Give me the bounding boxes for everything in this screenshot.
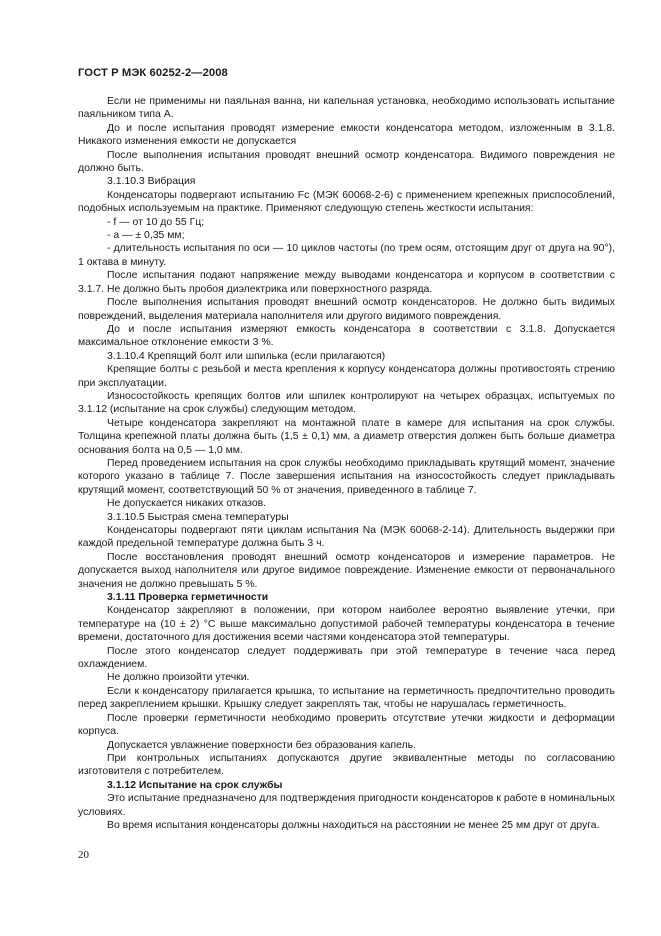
document-header: ГОСТ Р МЭК 60252-2—2008 <box>78 67 228 79</box>
paragraph: Конденсатор закрепляют в положении, при котором наиболее вероятно выявление утечки, при температуре на (10 ± 2) °С выше максимально допустимой рабочей температуры конденсатора в течение времени, достаточного для достижения всеми частями конденсатора этой температуры. <box>78 605 615 644</box>
paragraph: До и после испытания проводят измерение емкости конденсатора методом, изложенным в 3.1.8. Никакого изменения емкости не допускается <box>78 122 615 148</box>
paragraph: После выполнения испытания проводят внешний осмотр конденсатора. Видимого повреждения не должно быть. <box>78 149 615 175</box>
page-number: 20 <box>78 849 89 861</box>
paragraph: Не допускается никаких отказов. <box>107 498 267 510</box>
paragraph: Допускается увлажнение поверхности без образования капель. <box>107 739 417 751</box>
paragraph: После проверки герметичности необходимо проверить отсутствие утечки жидкости и деформации корпуса. <box>78 712 615 738</box>
paragraph: После восстановления проводят внешний осмотр конденсаторов и измерение параметров. Не допускается выход наполнителя или другое видимое повреждение. Изменение емкости от первоначального значения не должно превышать 5 %. <box>78 551 615 590</box>
paragraph: Не должно произойти утечки. <box>107 672 250 684</box>
paragraph: При контрольных испытаниях допускаются другие эквивалентные методы по согласованию изготовителя с потребителем. <box>78 752 615 778</box>
paragraph: Износостойкость крепящих болтов или шпилек контролируют на четырех образцах, испытуемых по 3.1.12 (испытание на срок службы) следующим методом. <box>78 390 615 416</box>
paragraph: После испытания подают напряжение между выводами конденсатора и корпусом в соответствии с 3.1.7. Не должно быть пробоя диэлектрика или поверхностного разряда. <box>78 270 615 295</box>
subsection-heading: 3.1.10.4 Крепящий болт или шпилька (если прилагаются) <box>107 350 386 362</box>
list-item: - a — ± 0,35 мм; <box>107 230 185 242</box>
paragraph: Перед проведением испытания на срок службы необходимо прикладывать крутящий момент, значение которого указано в таблице 7. После завершения испытания на износостойкость следует прикладывать крутящий момент, соответствующий 50 % от значения, приведенного в таблице 7. <box>78 457 615 496</box>
list-item: - f — от 10 до 55 Гц; <box>107 216 205 228</box>
paragraph: До и после испытания измеряют емкость конденсатора в соответствии с 3.1.8. Допускается максимальное отклонение емкости 3 %. <box>78 323 615 349</box>
page-body <box>78 95 615 832</box>
paragraph: После этого конденсатор следует поддерживать при этой температуре в течение часа перед охлаждением. <box>78 645 615 671</box>
paragraph: Четыре конденсатора закрепляют на монтажной плате в камере для испытания на срок службы. Толщина крепежной платы должна быть (1,5 ± 0,1) мм, а диаметр отверстия должен быть больше диаметра основания болта на 0,5 — 1,0 мм. <box>78 417 615 456</box>
subsection-heading: 3.1.10.5 Быстрая смена температуры <box>107 511 289 523</box>
section-heading <box>78 591 615 604</box>
subsection-heading: 3.1.10.3 Вибрация <box>107 176 196 188</box>
section-heading-text: 3.1.11 Проверка герметичности <box>107 592 269 604</box>
section-heading-text: 3.1.12 Испытание на срок службы <box>107 779 283 791</box>
paragraph: Крепящие болты с резьбой и места крепления к корпусу конденсатора должны противостоять стрению при эксплуатации. <box>78 364 615 389</box>
paragraph: Это испытание предназначено для подтверждения пригодности конденсаторов к работе в номинальных условиях. <box>78 793 615 818</box>
paragraph: Если к конденсатору прилагается крышка, то испытание на герметичность предпочтительно проводить перед закреплением крышки. Крышку следует закреплять так, чтобы не нарушалась герметичность. <box>78 685 615 711</box>
section-heading <box>78 779 615 792</box>
paragraph: Конденсаторы подвергают пяти циклам испытания Na (МЭК 60068-2-14). Длительность выдержки при каждой предельной температуре должна быть 3 ч. <box>78 525 615 550</box>
paragraph: Конденсаторы подвергают испытанию Fc (МЭК 60068-2-6) с применением крепежных приспособлений, подобных используемым на практике. Применяют следующую степень жесткости испытания: <box>78 189 615 215</box>
list-item: - длительность испытания по оси — 10 циклов частоты (по трем осям, отстоящим друг от друга на 90°), 1 октава в минуту. <box>78 243 615 268</box>
paragraph: После выполнения испытания проводят внешний осмотр конденсаторов. Не должно быть видимых повреждений, выделения материала наполнителя или другого видимого повреждения. <box>78 297 615 322</box>
paragraph: Если не применимы ни паяльная ванна, ни капельная установка, необходимо использовать испытание паяльником типа А. <box>78 96 615 121</box>
paragraph: Во время испытания конденсаторы должны находиться на расстоянии не менее 25 мм друг от друга. <box>107 819 600 831</box>
